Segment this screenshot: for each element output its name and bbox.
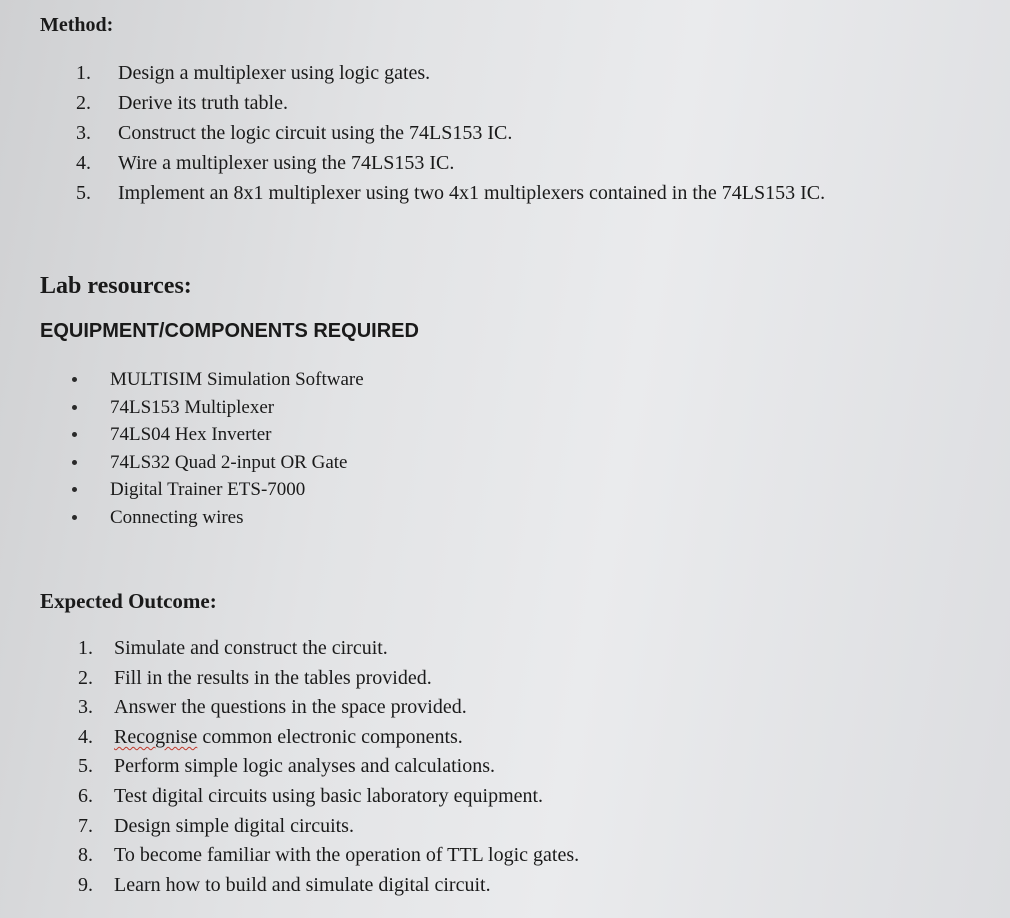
bullet-icon [72,377,77,382]
item-number: 1. [76,62,91,84]
bullet-icon [72,405,77,410]
item-number: 2. [78,666,93,689]
item-text: 74LS153 Multiplexer [110,396,275,418]
item-number: 3. [76,122,91,144]
item-text: 74LS32 Quad 2-input OR Gate [110,451,348,473]
lab-resources-heading: Lab resources: [40,273,192,299]
item-text: Perform simple logic analyses and calculations. [114,755,496,778]
item-text: Answer the questions in the space provided. [114,696,467,719]
item-number: 8. [78,844,93,867]
item-text: Implement an 8x1 multiplexer using two 4x1 multiplexers contained in the 74LS153 IC. [118,182,826,204]
item-number: 4. [78,725,93,748]
method-heading: Method: [40,14,114,36]
item-text: Digital Trainer ETS-7000 [110,479,306,501]
item-text: Derive its truth table. [118,92,288,114]
item-number: 5. [78,755,93,778]
item-number: 2. [76,92,91,114]
bullet-icon [72,515,77,520]
spellcheck-flagged-word[interactable]: Recognise [114,725,198,748]
item-number: 5. [76,182,91,204]
item-text-rest: common electronic components. [197,725,463,748]
item-text: Fill in the results in the tables provided. [114,666,432,689]
item-number: 4. [76,152,91,174]
item-number: 6. [78,784,93,807]
item-text: Test digital circuits using basic laboratory equipment. [114,784,544,807]
item-text: MULTISIM Simulation Software [110,369,364,390]
bullet-icon [72,487,77,492]
item-number: 7. [78,814,93,837]
item-text: Construct the logic circuit using the 74LS153 IC. [118,122,513,144]
item-number: 1. [78,637,93,659]
item-text: Wire a multiplexer using the 74LS153 IC. [118,152,455,174]
item-number: 9. [78,873,93,896]
item-text: Design a multiplexer using logic gates. [118,62,431,84]
item-text: Learn how to build and simulate digital circuit. [114,873,491,896]
item-text: Connecting wires [110,506,244,528]
item-text: 74LS04 Hex Inverter [110,424,272,446]
item-text: Design simple digital circuits. [114,814,354,837]
equipment-subheading: EQUIPMENT/COMPONENTS REQUIRED [40,320,419,342]
item-text: Simulate and construct the circuit. [114,637,388,659]
bullet-icon [72,460,77,465]
expected-outcome-heading: Expected Outcome: [40,589,217,613]
item-text [114,724,463,750]
item-text: To become familiar with the operation of TTL logic gates. [114,844,580,867]
item-number: 3. [78,696,93,719]
bullet-icon [72,432,77,437]
